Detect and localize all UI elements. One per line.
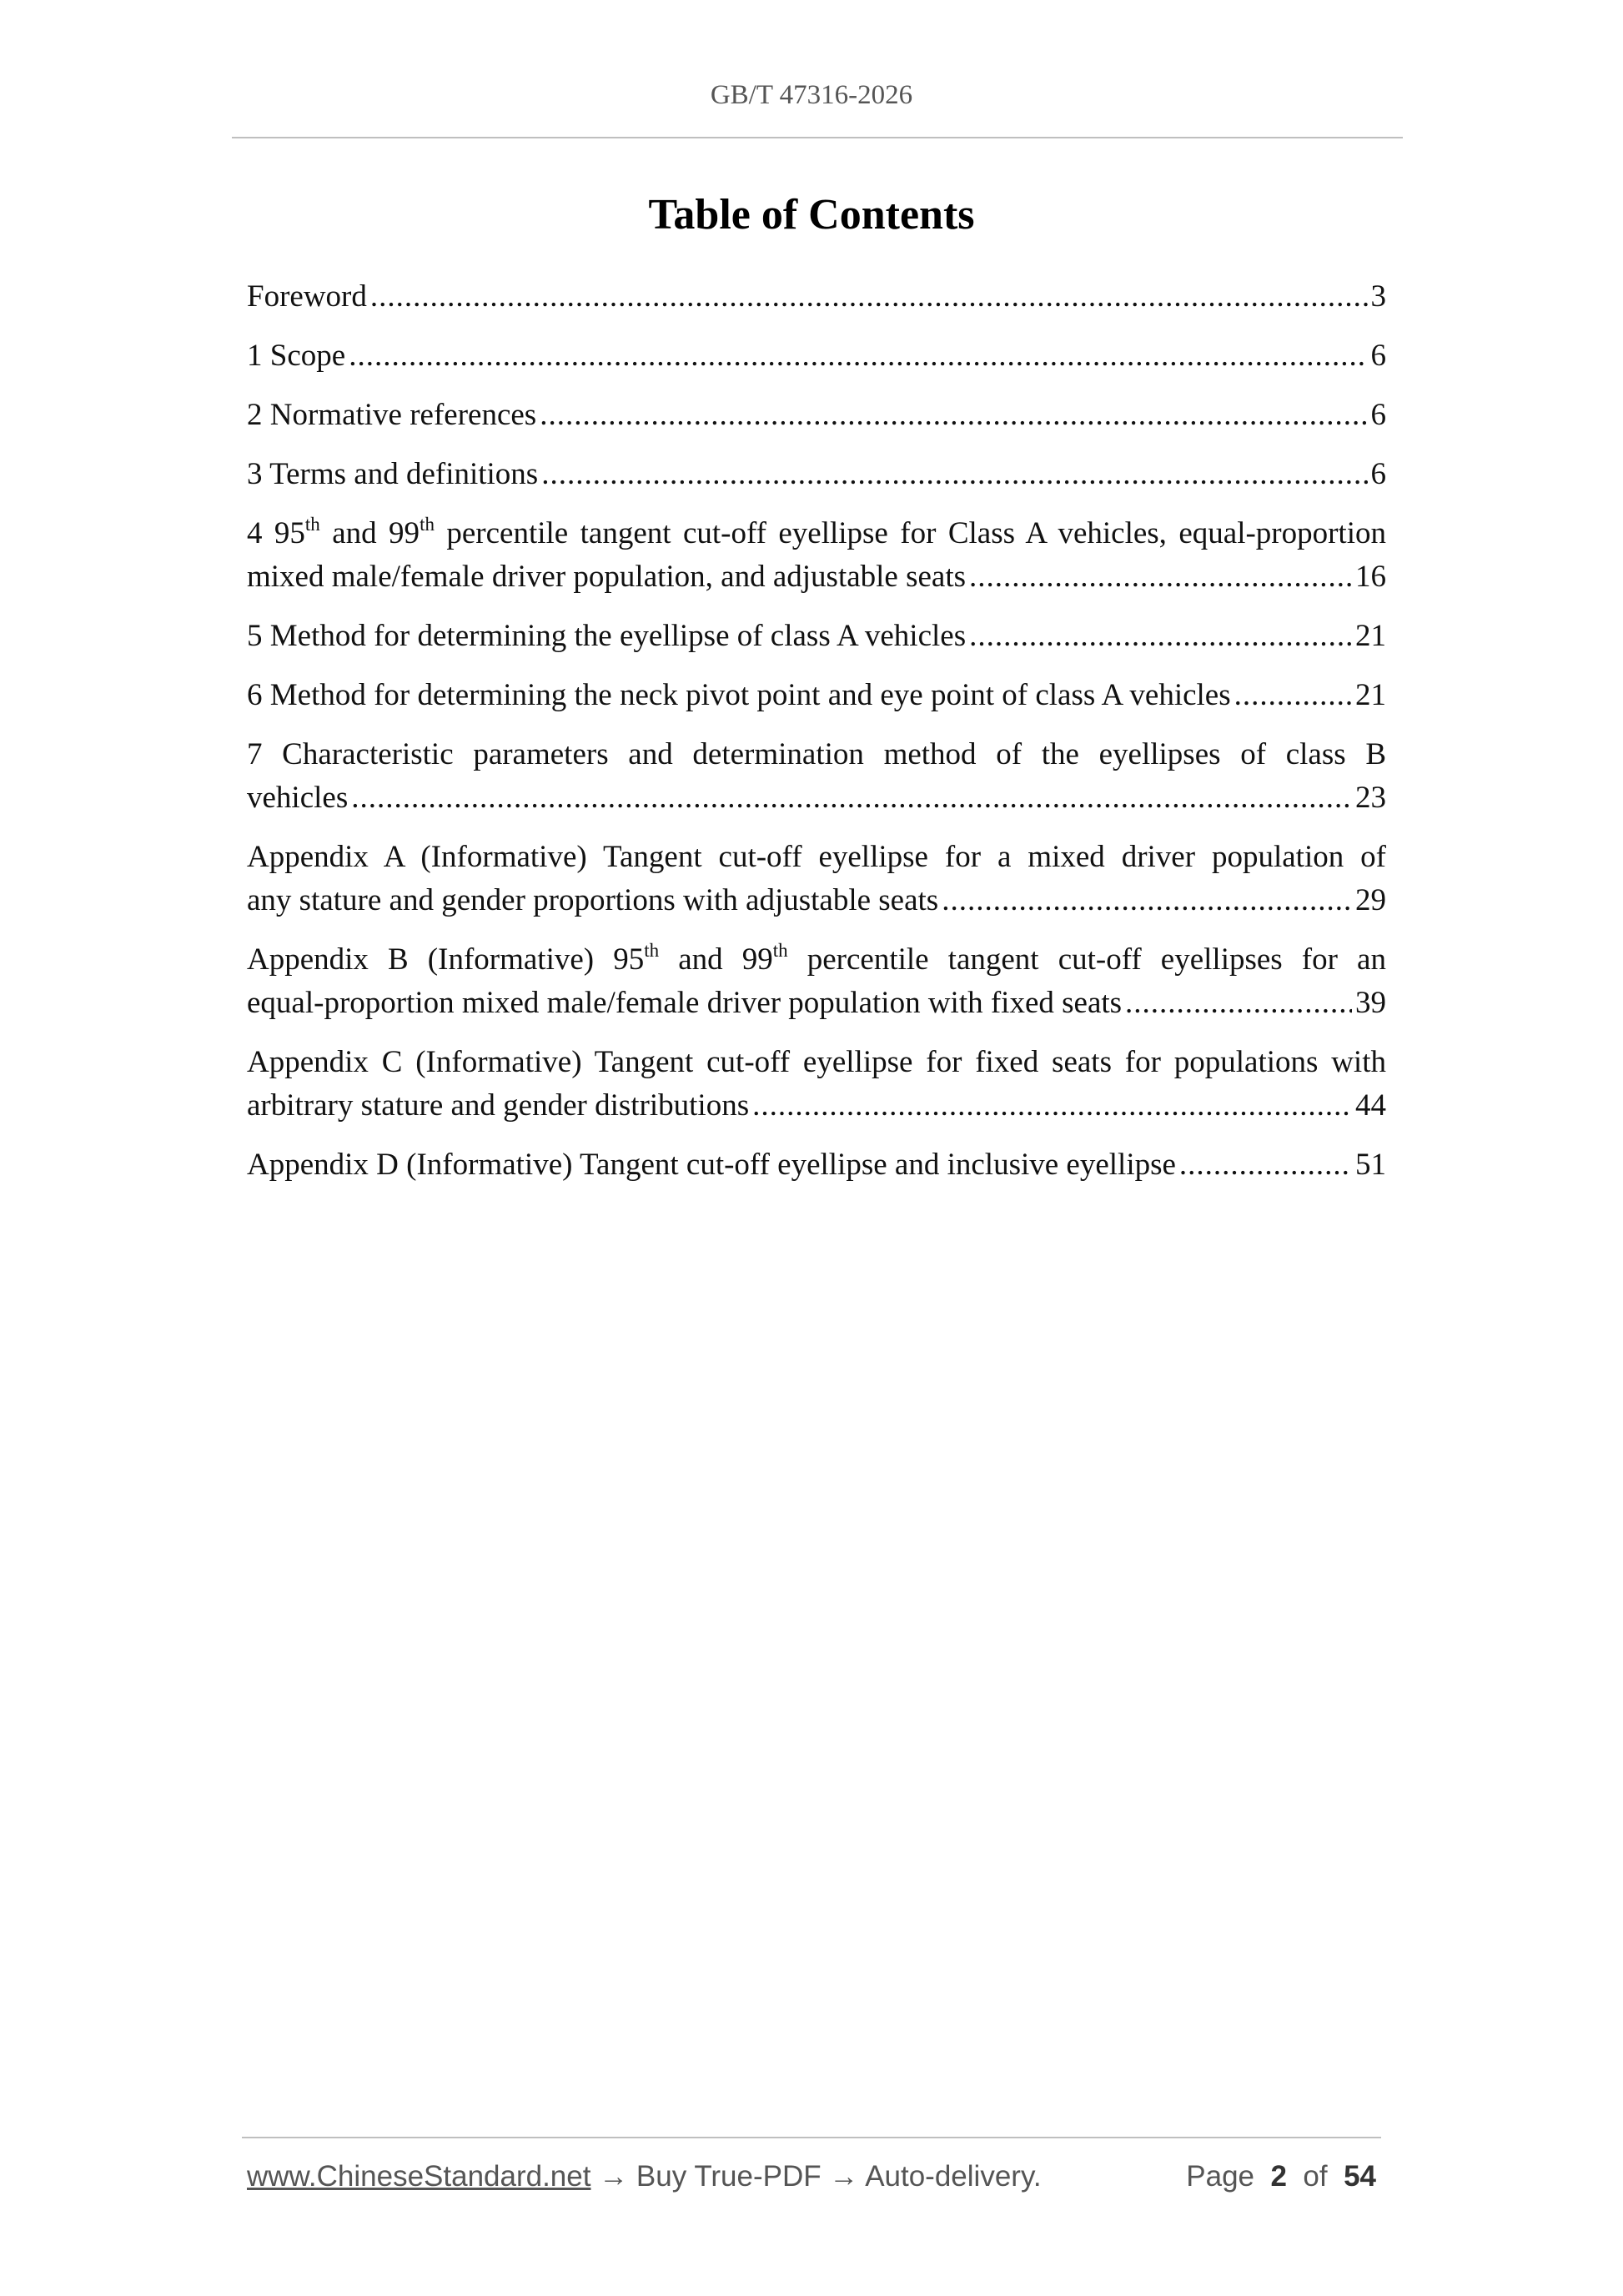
toc-page-number: 51 [1355,1148,1386,1182]
toc-leader-dots [351,776,1352,820]
toc-entry-label: Appendix D (Informative) Tangent cut-off eyellipse and inclusive eyellipse [247,1148,1176,1182]
toc-leader-dots [1234,674,1352,717]
toc-page-number: 29 [1355,883,1386,917]
toc-page-number: 6 [1370,339,1386,373]
site-link[interactable]: www.ChineseStandard.net [247,2160,591,2193]
toc-entry-normative-references[interactable] [247,394,1386,437]
page-title: Table of Contents [648,191,975,239]
document-code: GB/T 47316-2026 [710,80,913,110]
toc-leader-dots [1179,1143,1352,1187]
toc-entry-appendix-c[interactable] [247,1041,1386,1128]
total-pages-number: 54 [1344,2160,1376,2193]
toc-page-number: 6 [1370,457,1386,491]
toc-entry-label: 2 Normative references [247,398,537,432]
toc-entry-label: 3 Terms and definitions [247,457,539,491]
table-of-contents [247,275,1386,1203]
toc-entry-label: 5 Method for determining the eyellipse of class A vehicles [247,619,967,653]
toc-entry-terms-definitions[interactable] [247,453,1386,496]
toc-entry-label-line1: 7 Characteristic parameters and determination method of the eyellipses of class B [247,737,1386,771]
toc-leader-dots [540,394,1367,437]
toc-leader-dots [370,275,1368,319]
toc-leader-dots [942,879,1352,922]
toc-entry-label-line2: any stature and gender proportions with adjustable seats [247,883,939,917]
toc-leader-dots [541,453,1367,496]
toc-page-number: 21 [1355,678,1386,712]
page-footer [247,2160,1376,2193]
current-page-number: 2 [1270,2160,1287,2193]
toc-page-number: 16 [1355,560,1386,594]
toc-entry-scope[interactable] [247,334,1386,378]
toc-entry-appendix-b[interactable] [247,938,1386,1025]
toc-entry-section-6[interactable] [247,674,1386,717]
toc-leader-dots [349,334,1367,378]
toc-entry-label-line2: arbitrary stature and gender distributions [247,1088,750,1123]
toc-entry-appendix-d[interactable] [247,1143,1386,1187]
toc-page-number: 23 [1355,781,1386,815]
toc-leader-dots [969,615,1352,658]
toc-entry-appendix-a[interactable] [247,836,1386,922]
page-indicator: Page 2 of 54 [1186,2160,1376,2193]
toc-entry-label: Foreword [247,279,367,314]
toc-entry-label-line1: Appendix C (Informative) Tangent cut-off eyellipse for fixed seats for populations with [247,1045,1386,1079]
buy-pdf-text: Buy True-PDF [636,2160,822,2193]
toc-page-number: 6 [1370,398,1386,432]
toc-entry-label-line1: Appendix B (Informative) 95th and 99th percentile tangent cut-off eyellipses for an [247,939,1386,977]
header-divider [232,137,1403,138]
toc-leader-dots [752,1084,1352,1128]
toc-entry-label-line2: vehicles [247,781,349,815]
toc-entry-foreword[interactable] [247,275,1386,319]
toc-leader-dots [1125,982,1352,1025]
toc-page-number: 21 [1355,619,1386,653]
toc-entry-label-line1: 4 95th and 99th percentile tangent cut-off eyellipse for Class A vehicles, equal-proportion [247,513,1386,550]
toc-page-number: 44 [1355,1088,1386,1123]
toc-page-number: 39 [1355,986,1386,1020]
toc-entry-label-line2: mixed male/female driver population, and adjustable seats [247,560,967,594]
arrow-icon: → [590,2160,636,2193]
toc-entry-label: 1 Scope [247,339,346,373]
toc-leader-dots [969,555,1352,599]
footer-divider [242,2137,1381,2138]
toc-entry-label-line1: Appendix A (Informative) Tangent cut-off eyellipse for a mixed driver population of [247,840,1386,874]
toc-entry-label-line2: equal-proportion mixed male/female driver population with fixed seats [247,986,1123,1020]
toc-entry-section-5[interactable] [247,615,1386,658]
toc-entry-section-7[interactable] [247,733,1386,820]
toc-page-number: 3 [1370,279,1386,314]
arrow-icon: → [821,2160,866,2193]
toc-entry-label: 6 Method for determining the neck pivot point and eye point of class A vehicles [247,678,1231,712]
auto-delivery-text: Auto-delivery. [865,2160,1042,2193]
toc-entry-section-4[interactable] [247,512,1386,599]
